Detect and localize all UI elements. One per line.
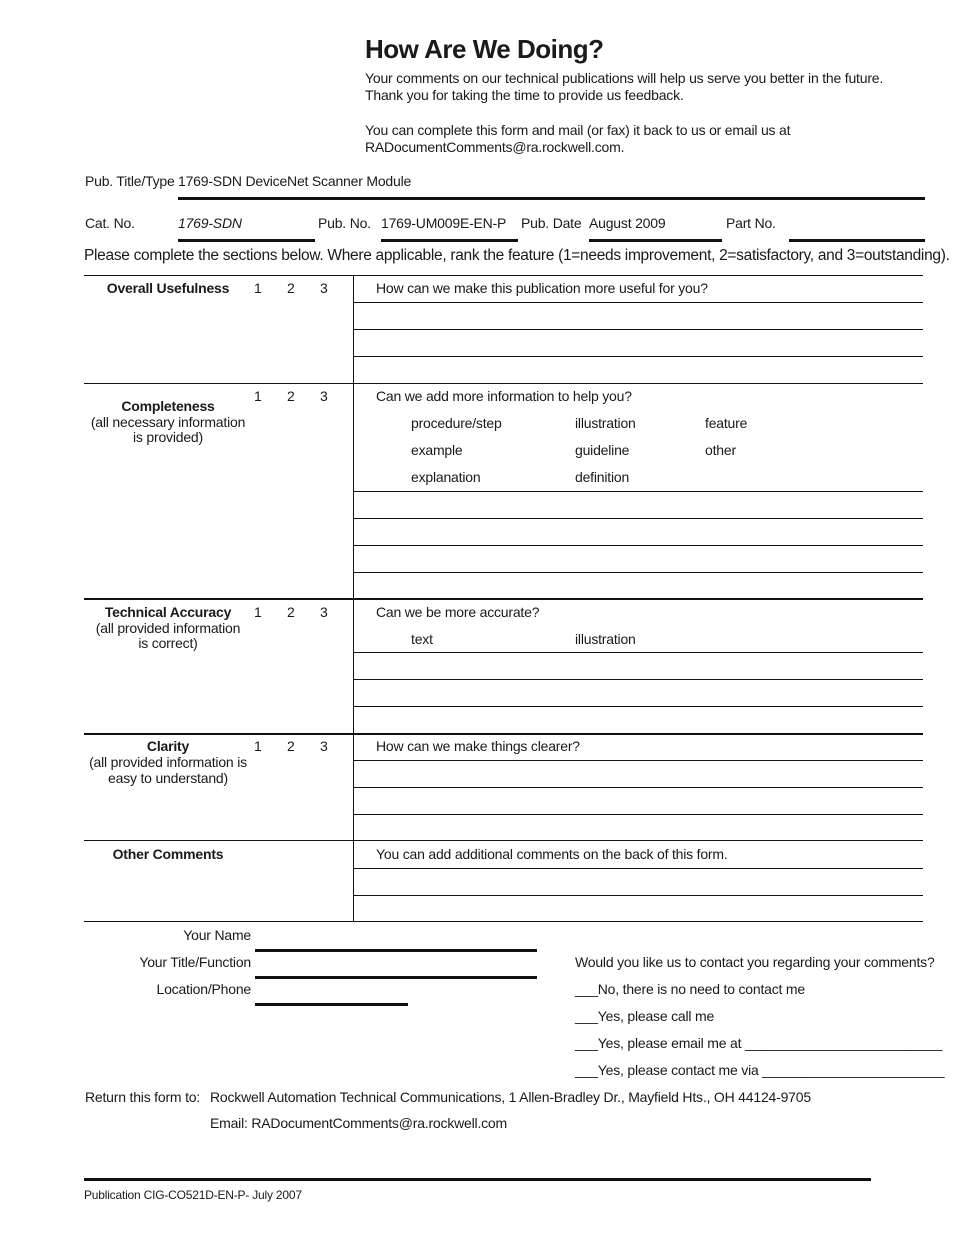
comment-line[interactable] xyxy=(353,518,923,519)
option-text[interactable]: text xyxy=(411,631,433,647)
pub-date-field[interactable]: August 2009 xyxy=(589,215,666,231)
comment-line[interactable] xyxy=(353,760,923,761)
comment-line[interactable] xyxy=(353,329,923,330)
comment-line[interactable] xyxy=(353,787,923,788)
rating-2[interactable]: 2 xyxy=(287,280,295,296)
pub-no-field[interactable]: 1769-UM009E-EN-P xyxy=(381,215,507,231)
your-title-label: Your Title/Function xyxy=(139,954,251,970)
comment-line[interactable] xyxy=(353,706,923,707)
question-accuracy: Can we be more accurate? xyxy=(376,604,540,620)
cat-no-label: Cat. No. xyxy=(85,215,135,231)
pub-title-field[interactable]: 1769-SDN DeviceNet Scanner Module xyxy=(178,173,412,189)
pub-date-label: Pub. Date xyxy=(521,215,582,231)
section-subtitle-completeness-2: is provided) xyxy=(133,429,203,445)
rating-1[interactable]: 1 xyxy=(254,388,262,404)
row-divider xyxy=(84,733,923,735)
contact-option-email[interactable]: ___Yes, please email me at __________________________ xyxy=(575,1035,943,1051)
return-email[interactable]: Email: RADocumentComments@ra.rockwell.com xyxy=(210,1115,507,1131)
option-definition[interactable]: definition xyxy=(575,469,630,485)
instructions: Please complete the sections below. Where applicable, rank the feature (1=needs improvement, 2=satisfactory, and 3=outstanding). xyxy=(84,247,950,264)
part-no-label: Part No. xyxy=(726,215,776,231)
rating-1[interactable]: 1 xyxy=(254,280,262,296)
section-title-accuracy: Technical Accuracy xyxy=(104,604,232,620)
pub-title-underline xyxy=(178,197,925,200)
return-label: Return this form to: xyxy=(85,1089,201,1105)
option-procedure-step[interactable]: procedure/step xyxy=(411,415,502,431)
option-example[interactable]: example xyxy=(411,442,463,458)
option-explanation[interactable]: explanation xyxy=(411,469,481,485)
section-subtitle-accuracy-1: (all provided information xyxy=(95,620,241,636)
contact-option-via[interactable]: ___Yes, please contact me via ________________________ xyxy=(575,1062,945,1078)
option-illustration[interactable]: illustration xyxy=(575,415,636,431)
option-illustration[interactable]: illustration xyxy=(575,631,636,647)
comment-line[interactable] xyxy=(353,545,923,546)
pub-no-underline xyxy=(381,239,518,242)
comment-line[interactable] xyxy=(353,356,923,357)
rating-1[interactable]: 1 xyxy=(254,738,262,754)
row-divider xyxy=(84,598,923,600)
comment-line[interactable] xyxy=(353,895,923,896)
intro-text-2: Thank you for taking the time to provide us feedback. xyxy=(365,87,684,103)
option-guideline[interactable]: guideline xyxy=(575,442,630,458)
your-title-field[interactable] xyxy=(255,976,537,979)
rating-2[interactable]: 2 xyxy=(287,388,295,404)
table-bottom-border xyxy=(84,921,923,922)
table-top-border xyxy=(84,275,923,276)
rating-2[interactable]: 2 xyxy=(287,604,295,620)
option-other[interactable]: other xyxy=(705,442,736,458)
comment-line[interactable] xyxy=(353,679,923,680)
comment-line[interactable] xyxy=(353,302,923,303)
section-title-other: Other Comments xyxy=(112,846,224,862)
comment-line[interactable] xyxy=(353,868,923,869)
contact-option-call[interactable]: ___Yes, please call me xyxy=(575,1008,715,1024)
location-label: Location/Phone xyxy=(156,981,251,997)
cat-no-underline xyxy=(178,239,315,242)
rating-3[interactable]: 3 xyxy=(320,604,328,620)
rating-2[interactable]: 2 xyxy=(287,738,295,754)
your-name-field[interactable] xyxy=(255,949,537,952)
column-divider xyxy=(353,275,354,922)
section-subtitle-accuracy-2: is correct) xyxy=(138,635,198,651)
contact-option-no[interactable]: ___No, there is no need to contact me xyxy=(575,981,805,997)
intro-text-3: You can complete this form and mail (or fax) it back to us or email us at xyxy=(365,122,791,138)
section-title-completeness: Completeness xyxy=(121,398,215,414)
comment-line[interactable] xyxy=(353,814,923,815)
pub-no-label: Pub. No. xyxy=(318,215,371,231)
footer-rule xyxy=(84,1178,871,1181)
question-completeness: Can we add more information to help you? xyxy=(376,388,632,404)
cat-no-field[interactable]: 1769-SDN xyxy=(178,215,242,231)
intro-text-1: Your comments on our technical publications will help us serve you better in the future. xyxy=(365,70,884,86)
location-field[interactable] xyxy=(255,1003,408,1006)
question-clarity: How can we make things clearer? xyxy=(376,738,580,754)
comment-line[interactable] xyxy=(353,652,923,653)
intro-email[interactable]: RADocumentComments@ra.rockwell.com. xyxy=(365,139,625,155)
question-usefulness: How can we make this publication more useful for you? xyxy=(376,280,708,296)
pub-title-label: Pub. Title/Type xyxy=(85,173,175,189)
option-feature[interactable]: feature xyxy=(705,415,748,431)
return-address: Rockwell Automation Technical Communications, 1 Allen-Bradley Dr., Mayfield Hts., OH 44124-9705 xyxy=(210,1089,811,1105)
rating-3[interactable]: 3 xyxy=(320,738,328,754)
contact-question: Would you like us to contact you regarding your comments? xyxy=(575,954,935,970)
section-title-usefulness: Overall Usefulness xyxy=(106,280,230,296)
row-divider xyxy=(84,840,923,841)
page-title: How Are We Doing? xyxy=(365,34,604,64)
question-other: You can add additional comments on the back of this form. xyxy=(376,846,728,862)
pub-date-underline xyxy=(589,239,722,242)
footer-publication: Publication CIG-CO521D-EN-P- July 2007 xyxy=(84,1188,302,1202)
section-subtitle-clarity-1: (all provided information is xyxy=(89,754,247,770)
section-title-clarity: Clarity xyxy=(146,738,190,754)
row-divider xyxy=(84,383,923,384)
rating-1[interactable]: 1 xyxy=(254,604,262,620)
your-name-label: Your Name xyxy=(183,927,251,943)
comment-line[interactable] xyxy=(353,491,923,492)
section-subtitle-completeness-1: (all necessary information xyxy=(90,414,246,430)
part-no-underline xyxy=(789,239,925,242)
rating-3[interactable]: 3 xyxy=(320,280,328,296)
section-subtitle-clarity-2: easy to understand) xyxy=(108,770,228,786)
comment-line[interactable] xyxy=(353,572,923,573)
rating-3[interactable]: 3 xyxy=(320,388,328,404)
